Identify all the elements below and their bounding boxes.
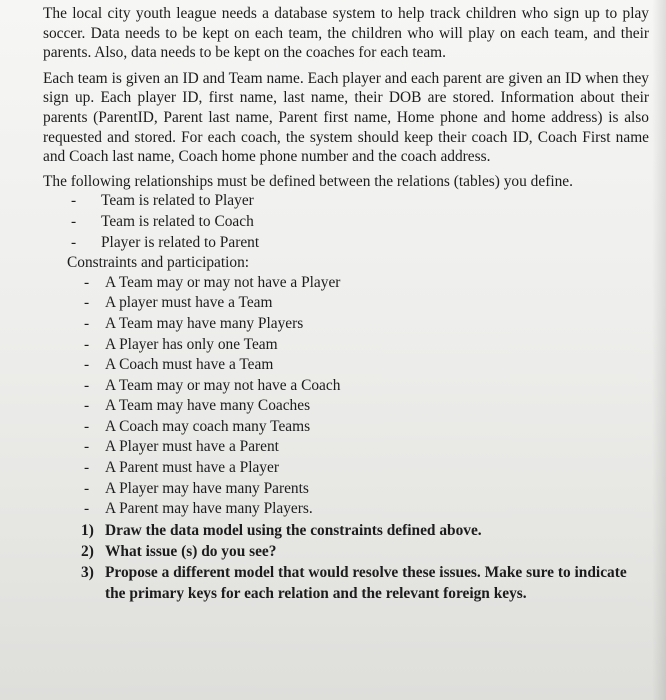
constraint-text: A Player may have many Parents	[105, 479, 309, 497]
question-item	[43, 520, 649, 541]
constraint-item	[43, 293, 649, 314]
constraint-text: A Player has only one Team	[105, 335, 278, 353]
bullet-dash: -	[84, 294, 90, 312]
bullet-dash: -	[84, 479, 90, 497]
relationship-text: Team is related to Player	[101, 192, 254, 210]
constraint-item	[43, 437, 649, 458]
constraint-text: A Player must have a Parent	[105, 438, 279, 456]
relationship-item	[43, 233, 649, 254]
constraint-text: A Team may have many Players	[105, 314, 304, 332]
constraint-item	[43, 499, 649, 520]
bullet-dash: -	[84, 314, 90, 332]
bullet-dash: -	[84, 273, 90, 291]
bullet-dash: -	[84, 335, 90, 353]
question-text: What issue (s) do you see?	[105, 542, 277, 560]
relationship-text: Player is related to Parent	[101, 233, 260, 251]
question-number: 1)	[81, 521, 94, 539]
constraint-text: A player must have a Team	[105, 294, 273, 312]
bullet-dash: -	[84, 500, 90, 518]
bullet-dash: -	[84, 376, 90, 394]
bullet-dash: -	[84, 417, 90, 435]
constraint-text: A Team may have many Coaches	[105, 397, 311, 415]
data-requirements-paragraph: Each team is given an ID and Team name. Each player and each parent are given an ID when they sign up. Each player ID, first name, last name, their DOB are stored. Information about their parents (ParentID, Parent last name, Parent first name, Home phone and home address) is also requested and stored. For each coach, the system should keep their coach ID, Coach First name and Coach last name, Coach home phone number and the coach address.	[43, 69, 649, 166]
relationship-item	[43, 212, 649, 233]
question-item	[43, 541, 649, 562]
constraint-text: A Parent may have many Players.	[105, 500, 313, 518]
constraint-item	[43, 396, 649, 417]
constraint-item	[43, 417, 649, 438]
bullet-dash: -	[84, 438, 90, 456]
bullet-dash: -	[84, 397, 90, 415]
constraint-item	[43, 376, 649, 397]
document-text	[43, 4, 649, 604]
relationships-intro: The following relationships must be defined between the relations (tables) you define.	[43, 172, 573, 190]
questions-list	[43, 520, 649, 604]
bullet-dash: -	[84, 459, 90, 477]
constraint-text: A Parent must have a Player	[105, 459, 279, 477]
relationship-text: Team is related to Coach	[101, 212, 254, 230]
constraint-item	[43, 355, 649, 376]
question-number: 3)	[81, 563, 94, 581]
constraint-text: A Coach must have a Team	[105, 356, 274, 374]
intro-paragraph: The local city youth league needs a database system to help track children who sign up to play soccer. Data needs to be kept on each team, the children who will play on each team, and their parents. Also, data needs to be kept on the coaches for each team.	[43, 5, 649, 62]
question-text: Propose a different model that would resolve these issues. Make sure to indicate the primary keys for each relation and the relevant foreign keys.	[105, 563, 627, 602]
constraint-item	[43, 458, 649, 479]
constraint-item	[43, 273, 649, 294]
constraint-text: A Coach may coach many Teams	[105, 417, 311, 435]
bullet-dash: -	[71, 192, 77, 210]
relationships-list	[43, 191, 649, 253]
constraints-list	[43, 273, 649, 520]
relationship-item	[43, 191, 649, 212]
constraint-text: A Team may or may not have a Coach	[105, 376, 341, 394]
bullet-dash: -	[84, 356, 90, 374]
constraints-title: Constraints and participation:	[67, 254, 250, 272]
bullet-dash: -	[71, 212, 77, 230]
bullet-dash: -	[71, 233, 77, 251]
constraint-item	[43, 335, 649, 356]
question-text: Draw the data model using the constraints defined above.	[105, 521, 482, 539]
question-number: 2)	[81, 542, 94, 560]
constraint-item	[43, 479, 649, 500]
page-shadow	[652, 0, 666, 700]
constraint-text: A Team may or may not have a Player	[105, 273, 341, 291]
constraint-item	[43, 314, 649, 335]
question-item	[43, 562, 649, 604]
